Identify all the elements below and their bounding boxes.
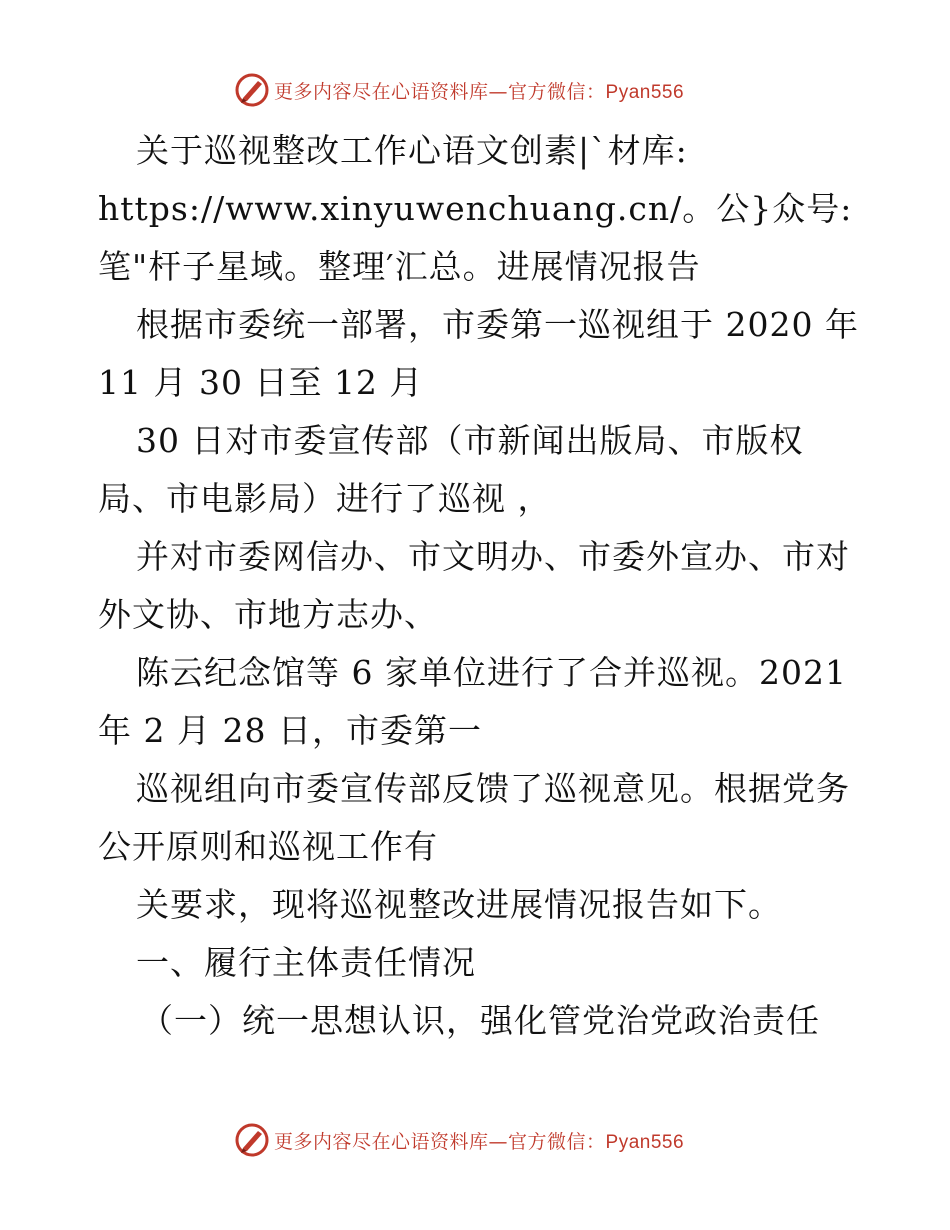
text-line: 根据市委统一部署，市委第一巡视组于 2020 年 — [136, 305, 859, 344]
banner-text: 更多内容尽在心语资料库—官方微信：Pyan556 — [274, 1130, 685, 1153]
pen-logo-icon — [234, 72, 270, 108]
text-line: 巡视组向市委宣传部反馈了巡视意见。根据党务 — [136, 769, 850, 808]
document-body — [98, 122, 858, 1050]
text-line: 公开原则和巡视工作有 — [98, 827, 438, 866]
text-line: 外文协、市地方志办、 — [98, 595, 438, 634]
text-line: 局、市电影局）进行了巡视 ， — [98, 479, 552, 518]
text-line: 并对市委网信办、市文明办、市委外宣办、市对 — [136, 537, 850, 576]
pen-logo-icon — [234, 1122, 270, 1158]
text-line: 关于巡视整改工作心语文创素|`材库: — [136, 131, 688, 170]
text-line: 笔"杆子星域。整理′汇总。进展情况报告 — [98, 247, 701, 286]
text-line: 年 2 月 28 日，市委第一 — [98, 711, 482, 750]
text-line: https://www.xinyuwenchuang.cn/。公}众号: — [98, 189, 853, 228]
text-line: 关要求，现将巡视整改进展情况报告如下。 — [136, 885, 782, 924]
text-line: 30 日对市委宣传部（市新闻出版局、市版权 — [136, 421, 804, 460]
section-heading: 一、履行主体责任情况 — [136, 943, 476, 982]
footer-banner — [234, 1120, 684, 1160]
subsection-heading: （一）统一思想认识，强化管党治党政治责任 — [140, 1001, 820, 1040]
banner-text: 更多内容尽在心语资料库—官方微信：Pyan556 — [274, 80, 685, 103]
text-line: 陈云纪念馆等 6 家单位进行了合并巡视。2021 — [136, 653, 847, 692]
header-banner — [234, 70, 684, 110]
text-line: 11 月 30 日至 12 月 — [98, 363, 424, 402]
